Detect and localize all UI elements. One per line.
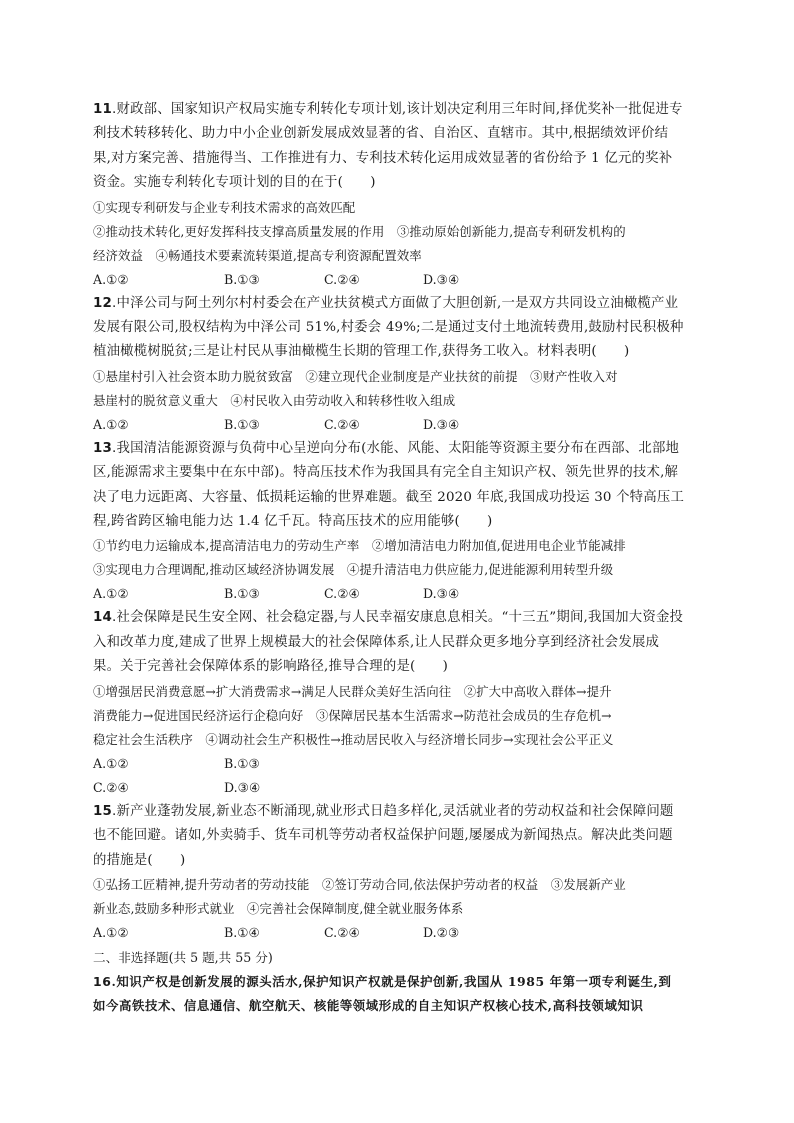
question-number: 13 <box>93 440 113 456</box>
choice-a[interactable]: A.①② <box>93 271 129 287</box>
choice-a[interactable]: A.①② <box>93 416 129 432</box>
question-stem-line: 14.社会保障是民生安全网、社会稳定器,与人民幸福安康息息相关。“十三五”期间,我国加大资金投 <box>93 610 684 626</box>
choice-c[interactable]: C.②④ <box>324 924 360 940</box>
statement-line: ③实现电力合理调配,推动区域经济协调发展 ④提升清洁电力供应能力,促进能源利用转型升级 <box>93 562 614 578</box>
choice-d[interactable]: D.③④ <box>423 416 460 432</box>
question-number: 14 <box>93 610 113 626</box>
statement-line: 经济效益 ④畅通技术要素流转渠道,提高专利资源配置效率 <box>93 247 422 263</box>
question-stem-line: 利技术转移转化、助力中小企业创新发展成效显著的省、自治区、直辖市。其中,根据绩效评价结 <box>93 126 669 142</box>
choice-b[interactable]: B.①③ <box>224 271 260 287</box>
question-number: 12 <box>93 295 113 311</box>
choice-c[interactable]: C.②④ <box>324 416 360 432</box>
question-stem-line: 果。关于完善社会保障体系的影响路径,推导合理的是( ) <box>93 659 449 675</box>
choice-b[interactable]: B.①③ <box>224 755 260 771</box>
question-stem-line: 入和改革力度,建成了世界上规模最大的社会保障体系,让人民群众更多地分享到经济社会发展成 <box>93 634 660 650</box>
statement-line: ①节约电力运输成本,提高清洁电力的劳动生产率 ②增加清洁电力附加值,促进用电企业节能减排 <box>93 538 626 554</box>
statement-line: 悬崖村的脱贫意义重大 ④村民收入由劳动收入和转移性收入组成 <box>93 392 456 408</box>
choice-b[interactable]: B.①③ <box>224 586 260 602</box>
statement-line: 消费能力→促进国民经济运行企稳向好 ③保障居民基本生活需求→防范社会成员的生存危机→ <box>93 707 612 723</box>
question-stem-line: 决了电力远距离、大容量、低损耗运输的世界难题。截至 2020 年底,我国成功投运 30 个特高压工 <box>93 489 685 505</box>
question-stem-line: 15.新产业蓬勃发展,新业态不断涌现,就业形式日趋多样化,灵活就业者的劳动权益和社会保障问题 <box>93 803 674 819</box>
statement-line: ①弘扬工匠精神,提升劳动者的劳动技能 ②签订劳动合同,依法保护劳动者的权益 ③发展新产业 <box>93 876 626 892</box>
choice-d[interactable]: D.③④ <box>423 586 460 602</box>
statement-line: ①悬崖村引入社会资本助力脱贫致富 ②建立现代企业制度是产业扶贫的前提 ③财产性收入对 <box>93 368 618 384</box>
choice-a[interactable]: A.①② <box>93 755 129 771</box>
choice-a[interactable]: A.①② <box>93 586 129 602</box>
choice-b[interactable]: B.①④ <box>224 924 260 940</box>
statement-line: ①实现专利研发与企业专利技术需求的高效匹配 <box>93 199 356 215</box>
question-stem-line: 如今高铁技术、信息通信、航空航天、核能等领域形成的自主知识产权核心技术,高科技领域知识 <box>93 998 644 1014</box>
choice-c[interactable]: C.②④ <box>324 586 360 602</box>
question-stem-line: 植油橄榄树脱贫;三是让村民从事油橄榄生长期的管理工作,获得务工收入。材料表明( ) <box>93 344 630 360</box>
choice-d[interactable]: D.③④ <box>423 271 460 287</box>
question-stem-line: 16.知识产权是创新发展的源头活水,保护知识产权就是保护创新,我国从 1985 年第一项专利诞生,到 <box>93 973 672 989</box>
question-12 <box>93 292 703 437</box>
question-stem-line: 程,跨省跨区输电能力达 1.4 亿千瓦。特高压技术的应用能够( ) <box>93 514 493 530</box>
question-stem-line: 也不能回避。诸如,外卖骑手、货车司机等劳动者权益保护问题,屡屡成为新闻热点。解决此类问题 <box>93 828 673 844</box>
choice-d[interactable]: D.③④ <box>224 779 261 795</box>
question-15 <box>93 800 703 945</box>
choice-d[interactable]: D.②③ <box>423 924 460 940</box>
answer-choices <box>93 921 703 945</box>
choice-b[interactable]: B.①③ <box>224 416 260 432</box>
answer-choices <box>93 268 703 292</box>
statement-line: ②推动技术转化,更好发挥科技支撑高质量发展的作用 ③推动原始创新能力,提高专利研发机构的 <box>93 223 626 239</box>
question-14 <box>93 606 703 799</box>
answer-choices <box>93 413 703 437</box>
question-16 <box>93 970 703 1019</box>
question-stem-line: 的措施是( ) <box>93 852 186 868</box>
choice-a[interactable]: A.①② <box>93 924 129 940</box>
question-number: 15 <box>93 803 113 819</box>
question-stem-line: 果,对方案完善、措施得当、工作推进有力、专利技术转化运用成效显著的省份给予 1 亿元的奖补 <box>93 150 673 166</box>
question-stem-line: 区,能源需求主要集中在东中部)。特高压技术作为我国具有完全自主知识产权、领先世界的技术,解 <box>93 465 679 481</box>
question-13 <box>93 437 703 607</box>
question-number: 11 <box>93 102 113 117</box>
statement-line: 新业态,鼓励多种形式就业 ④完善社会保障制度,健全就业服务体系 <box>93 900 464 916</box>
question-stem-line: 12.中泽公司与阿土列尔村村委会在产业扶贫模式方面做了大胆创新,一是双方共同设立油橄榄产业 <box>93 295 679 311</box>
answer-choices <box>93 582 703 606</box>
choice-c[interactable]: C.②④ <box>93 779 129 795</box>
question-stem-line: 发展有限公司,股权结构为中泽公司 51%,村委会 49%;二是通过支付土地流转费用,鼓励村民积极种 <box>93 320 684 336</box>
question-number: 16 <box>93 973 112 989</box>
section-title: 二、非选择题(共 5 题,共 55 分) <box>93 949 273 965</box>
statement-line: 稳定社会生活秩序 ④调动社会生产积极性→推动居民收入与经济增长同步→实现社会公平正义 <box>93 731 614 747</box>
exam-page <box>93 98 703 1019</box>
answer-choices-row <box>93 776 703 800</box>
statement-line: ①增强居民消费意愿→扩大消费需求→满足人民群众美好生活向往 ②扩大中高收入群体→提升 <box>93 683 612 699</box>
question-stem-line: 11.财政部、国家知识产权局实施专利转化专项计划,该计划决定利用三年时间,择优奖补一批促进专 <box>93 102 683 117</box>
choice-c[interactable]: C.②④ <box>324 271 360 287</box>
answer-choices-row <box>93 752 703 776</box>
question-stem-line: 13.我国清洁能源资源与负荷中心呈逆向分布(水能、风能、太阳能等资源主要分布在西部、北部地 <box>93 440 680 456</box>
question-11 <box>93 98 703 292</box>
question-stem-line: 资金。实施专利转化专项计划的目的在于( ) <box>93 175 376 191</box>
